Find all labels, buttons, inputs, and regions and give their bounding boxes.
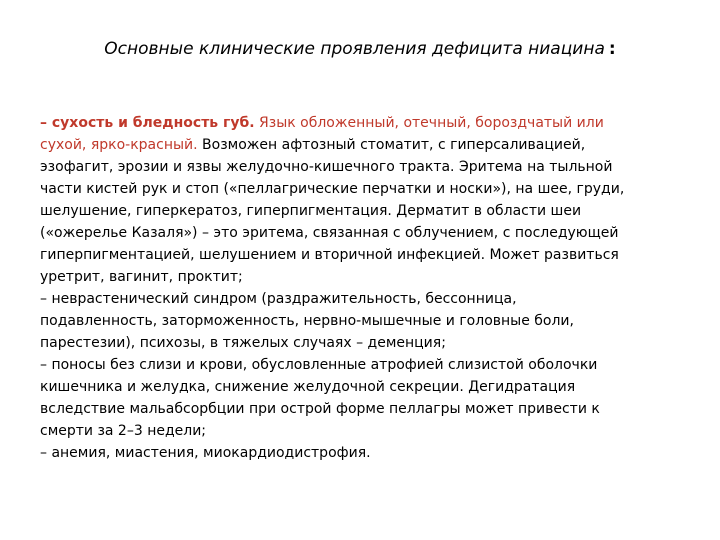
intro-red-text: Язык обложенный, отечный, бороздчатый или bbox=[254, 115, 604, 131]
title-colon: : bbox=[608, 39, 616, 59]
body-line: шелушение, гиперкератоз, гиперпигментация. Дерматит в области шеи bbox=[40, 203, 582, 219]
body-text bbox=[40, 112, 672, 464]
body-line: гиперпигментацией, шелушением и вторичной инфекцией. Может развиться bbox=[40, 247, 619, 263]
body-line: эзофагит, эрозии и язвы желудочно-кишечного тракта. Эритема на тыльной bbox=[40, 159, 613, 175]
body-line: парестезии), психозы, в тяжелых случаях – деменция; bbox=[40, 335, 446, 351]
title-text: Основные клинические проявления дефицита ниацина bbox=[104, 39, 605, 59]
body-line: – неврастенический синдром (раздражительность, бессонница, bbox=[40, 291, 517, 307]
body-line: уретрит, вагинит, проктит; bbox=[40, 269, 243, 285]
body-line: части кистей рук и стоп («пеллагрические перчатки и носки»), на шее, груди, bbox=[40, 181, 625, 197]
body-line: подавленность, заторможенность, нервно-мышечные и головные боли, bbox=[40, 313, 574, 329]
page-title bbox=[40, 38, 680, 60]
body-line: – анемия, миастения, миокардиодистрофия. bbox=[40, 445, 371, 461]
line2-red-text: сухой, ярко-красный. bbox=[40, 137, 198, 153]
body-line: смерти за 2–3 недели; bbox=[40, 423, 207, 439]
body-line: – поносы без слизи и крови, обусловленные атрофией слизистой оболочки bbox=[40, 357, 598, 373]
body-line: («ожерелье Казаля») – это эритема, связанная с облучением, с последующей bbox=[40, 225, 619, 241]
body-line: вследствие мальабсорбции при острой форме пеллагры может привести к bbox=[40, 401, 600, 417]
intro-bold-red: – сухость и бледность губ. bbox=[40, 115, 255, 131]
body-line bbox=[40, 134, 672, 156]
line2-black-text: Возможен афтозный стоматит, с гиперсаливацией, bbox=[197, 137, 586, 153]
body-line: кишечника и желудка, снижение желудочной секреции. Дегидратация bbox=[40, 379, 576, 395]
body-line bbox=[40, 112, 672, 134]
